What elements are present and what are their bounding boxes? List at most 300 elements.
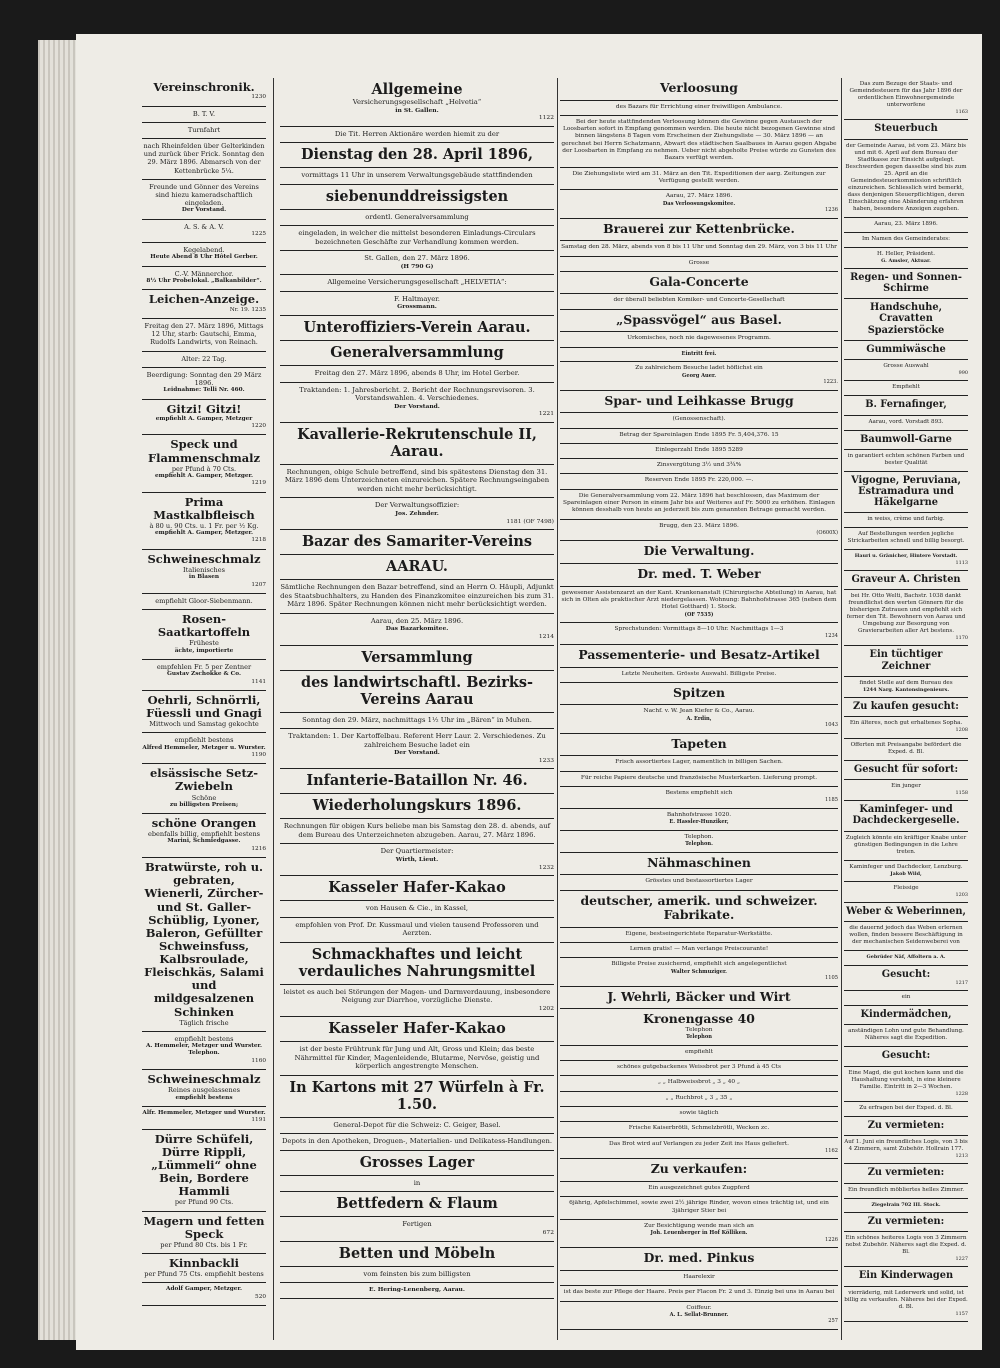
ad-signature: Eintritt frei. <box>681 350 717 357</box>
ad-block <box>280 713 554 730</box>
ad-block <box>142 493 266 550</box>
ad-block <box>560 958 838 986</box>
ad-text: Bei der heute stattfindenden Verloosung können die Gewinne gegen Austausch der Loosbarten sofort in Empfang genommen werden. Die heute nicht bezogenen Gewinne sind binnen längstens 8 Tagen vom Erscheinen der Ziehungsliste — 30. März 1896 — an gerechnet bei Herrn Schatzmann, Abwart des städtischen Saalbaues in Aarau gegen Abgabe der Loosbarten in Empfang zu nehmen. Ueber nicht abgeholte Preise würde zu Gunsten des Bazars verfügt werden. <box>561 118 837 162</box>
ad-text: empfiehlt bestens <box>174 736 234 745</box>
ad-signature: Das Verloosungskomitee. <box>662 200 736 207</box>
ad-text: in garantiert echten schönen Farben und bester Qualität <box>847 452 965 466</box>
ad-block <box>280 168 554 185</box>
ad-heading: Schmackhaftes und leicht verdauliches Nahrungsmittel <box>298 945 536 980</box>
ad-text: Coiffeur. <box>686 1304 712 1311</box>
ad-block <box>560 564 838 587</box>
ad-block <box>142 1212 266 1254</box>
ad-text: ordentl. Generalversammlung <box>365 212 469 221</box>
ad-signature: Alfr. Hemmeler, Metzger und Wurster. <box>142 1109 266 1116</box>
ad-number: 1185 <box>824 797 838 804</box>
ad-block <box>560 116 838 168</box>
ad-heading: Kavallerie-Rekrutenschule II, Aarau. <box>297 425 537 460</box>
ad-signature: Walter Schmuziger. <box>671 968 727 975</box>
ad-signature: Der Vorstand. <box>181 207 227 214</box>
ad-block <box>280 316 554 341</box>
ad-signature: Georg Auer. <box>682 372 716 379</box>
ad-block <box>844 966 968 992</box>
ad-block <box>142 319 266 352</box>
ad-signature: Hauri u. Gränicher, Hintere Vorstadt. <box>854 553 958 560</box>
ad-heading: Speck und Flammenschmalz <box>147 437 261 465</box>
ad-heading: Baumwoll-Garne <box>860 433 952 445</box>
ad-heading: Dürre Schüfeli, Dürre Rippli, „Lümmeli“ ohne Bein, Bordere Hammli <box>151 1131 257 1199</box>
ad-block <box>280 1017 554 1042</box>
ad-heading: Bazar des Samariter-Vereins <box>301 533 533 551</box>
ad-block <box>142 610 266 660</box>
ad-heading: Passementerie- und Besatz-Artikel <box>578 646 820 662</box>
ad-text: Telephon. <box>684 833 714 840</box>
ad-block <box>280 844 554 876</box>
ad-signature: Marini, Schmiedgasse. <box>167 838 241 845</box>
ad-block <box>560 1009 838 1045</box>
ad-text: Brugg, den 23. März 1896. <box>659 522 739 529</box>
ad-block <box>560 1286 838 1301</box>
ad-text: Bestens empfiehlt sich <box>665 790 733 797</box>
ad-block <box>560 1122 838 1137</box>
ad-heading: Bettfedern & Flaum <box>336 1195 498 1213</box>
ad-text: vormittags 11 Uhr in unserem Verwaltungsgebäude stattfindenden <box>301 171 533 180</box>
ad-block <box>280 185 554 210</box>
ad-block <box>560 987 838 1010</box>
ad-heading: Nähmaschinen <box>647 854 751 870</box>
ad-text: Letzte Neuheiten. Grösste Auswahl. Billigste Preise. <box>621 670 777 677</box>
ad-block <box>844 513 968 528</box>
ad-block <box>560 875 838 890</box>
ad-heading: Schweineschmalz <box>147 1072 261 1087</box>
ad-block <box>560 490 838 520</box>
ad-heading: Gala-Concerte <box>649 273 749 289</box>
ad-block <box>280 341 554 366</box>
ad-text: C.-V. Männerchor. <box>174 269 234 278</box>
ad-heading: Dr. med. T. Weber <box>637 566 761 582</box>
ad-block <box>280 729 554 769</box>
ad-block <box>560 928 838 943</box>
ad-block <box>560 683 838 706</box>
ad-block <box>280 226 554 251</box>
ad-text: in weiss, crème und farbig. <box>867 516 945 523</box>
ad-block <box>560 1107 838 1122</box>
ad-signature: in St. Gallen. <box>395 106 439 114</box>
ad-number: 1225 <box>251 230 266 237</box>
ad-block <box>560 891 838 928</box>
ad-text: A. S. & A. V. <box>184 222 224 231</box>
ad-text: Ein ausgezeichnet gutes Zugpferd <box>648 1185 750 1192</box>
ad-number: 1217 <box>955 979 968 986</box>
ad-heading: Gesucht: <box>881 968 931 980</box>
ad-signature: Heute Abend 8 Uhr Hôtel Gerber. <box>150 254 258 261</box>
ad-block <box>560 1220 838 1248</box>
ad-text: Das Brot wird auf Verlangen zu jeder Zeit ins Haus geliefert. <box>609 1140 789 1147</box>
ad-text: schönes gutgebackenes Weissbrot per 3 Pfund à 45 Cts <box>616 1064 782 1071</box>
ad-text: Reines ausgelassenes <box>167 1086 241 1095</box>
ad-signature: empfiehlt bestens <box>175 1094 233 1101</box>
ad-number: 1230 <box>251 94 266 101</box>
ad-block <box>560 459 838 474</box>
ad-heading: Zu vermieten: <box>867 1119 945 1131</box>
ad-text: Im Namen des Gemeinderates: <box>861 235 951 242</box>
ad-heading: Kasseler Hafer-Kakao <box>328 1020 506 1038</box>
ad-heading: Bratwürste, roh u. gebraten, Wienerli, Zürcher- und St. Galler-Schüblig, Lyoner, Baleron, Gefüllter Schweinsfuss, Kalbsroulade, Fleischkäs, Salami und mildgesalzenen Schinken <box>144 860 264 1019</box>
ad-number: 1218 <box>251 537 266 544</box>
ad-block <box>280 1192 554 1217</box>
ad-signature: Der Vorstand. <box>394 402 440 410</box>
ad-text: des Bazars für Errichtung einer freiwilligen Ambulance. <box>615 103 783 110</box>
ad-text: Alter: 22 Tag. <box>181 354 227 363</box>
ad-block <box>280 819 554 844</box>
ad-block <box>280 646 554 671</box>
ad-text: Rechnungen, obige Schule betreffend, sind bis spätestens Dienstag den 31. März 1896 dem Unterzeichneten einzureichen. Spätere Rechnungseingaben werden nicht mehr berücksichtigt. <box>284 467 550 493</box>
ad-block <box>560 756 838 771</box>
ad-text: Telephon <box>685 1026 713 1033</box>
column-rule <box>841 78 842 1340</box>
ad-block <box>280 555 554 580</box>
ad-text: in <box>413 1178 421 1187</box>
ad-heading: AARAU. <box>386 558 448 576</box>
ad-text: gewesener Assistenzarzt an der Kant. Krankenanstalt (Chirurgische Abteilung) in Aarau, hat sich in Olten als praktischer Arzt niedergelassen. Wohnung: Bahnhofstrasse 365 (neben dem Hotel Gotthard) 1. Stock. <box>561 589 837 611</box>
ad-number: 1214 <box>538 632 554 640</box>
ad-heading: Wiederholungskurs 1896. <box>312 797 522 815</box>
ad-heading: J. Wehrli, Bäcker und Wirt <box>607 988 791 1004</box>
ad-block <box>844 360 968 381</box>
ad-heading: Generalversammlung <box>330 344 504 362</box>
ad-heading: Vigogne, Peruviana, Estramadura und Häkelgarne <box>851 474 961 509</box>
ad-block <box>844 780 968 801</box>
ad-block <box>280 423 554 465</box>
ad-signature: (OF 7535) <box>684 611 714 618</box>
ad-text: Zugleich könnte ein kräftiger Knabe unter günstigen Bedingungen in die Lehre treten. <box>845 834 967 855</box>
ad-text: empfiehlt bestens <box>174 1034 234 1043</box>
ad-text: Traktanden: 1. Jahresbericht. 2. Bericht der Rechnungsrevisoren. 3. Vorstandswahlen. 4. Verschiedenes. <box>299 385 535 403</box>
ad-text: von Hausen & Cie., in Kassel, <box>365 904 469 913</box>
ad-block <box>844 1199 968 1213</box>
ad-number: 1113 <box>955 559 968 566</box>
ad-text: Bahnhofstrasse 1020. <box>666 811 732 818</box>
ad-block <box>560 787 838 809</box>
ad-block <box>560 391 838 414</box>
ad-text: Ein schönes heiteres Logis von 3 Zimmern nebst Zubehör. Näheres sagt die Exped. d. Bl. <box>845 1235 967 1256</box>
ad-block <box>142 1107 266 1130</box>
ad-heading: Kronengasse 40 <box>643 1011 755 1027</box>
ad-text: Aarau, vord. Vorstadt 893. <box>868 418 944 425</box>
ad-text: Schöne <box>191 793 217 802</box>
ad-number: 1228 <box>955 1090 968 1097</box>
ad-text: nach Rheinfelden über Gelterkinden und zurück über Frick. Sonntag den 29. März 1896. Abmarsch von der Kettenbrücke 5¼. <box>143 141 265 175</box>
ad-block <box>142 1070 266 1107</box>
ad-heading: Oehrli, Schnörrli, Füessli und Gnagi <box>146 692 262 720</box>
ad-block <box>560 219 838 242</box>
ad-heading: Rosen-Saatkartoffeln <box>157 612 251 640</box>
ad-heading: Gesucht: <box>881 1050 931 1062</box>
ad-heading: Kaminfeger- und Dachdeckergeselle. <box>852 804 960 827</box>
ad-block <box>844 341 968 360</box>
ad-number: 1202 <box>538 1004 554 1012</box>
ad-heading: „Spassvögel“ aus Basel. <box>616 311 782 327</box>
ad-text: Urkomisches, noch nie dagewesenes Programm. <box>627 335 771 342</box>
ad-block <box>142 858 266 1032</box>
ad-block <box>560 1138 838 1160</box>
ad-block <box>844 951 968 965</box>
ad-signature: 8½ Uhr Probelokal. „Balkanbilder“. <box>146 278 262 285</box>
ad-text: Lernen gratis! — Man verlange Preiscourante! <box>629 946 769 953</box>
ad-heading: Gitzi! Gitzi! <box>166 401 242 416</box>
ad-text: H. Heller, Präsident. <box>876 250 936 257</box>
ad-heading: In Kartons mit 27 Würfeln à Fr. 1.50. <box>289 1078 545 1113</box>
ad-number: 1216 <box>251 845 266 852</box>
ad-heading: Betten und Möbeln <box>338 1244 496 1262</box>
ad-text: Einlegerzahl Ende 1895 5289 <box>655 446 743 453</box>
ad-text: Täglich frische <box>179 1018 229 1027</box>
ad-block <box>844 590 968 646</box>
ad-block <box>280 1176 554 1193</box>
ad-block <box>844 646 968 676</box>
ad-block <box>560 809 838 831</box>
ad-block <box>280 210 554 227</box>
ad-text: Freitag den 27. März 1896, abends 8 Uhr, im Hotel Gerber. <box>314 369 520 378</box>
ad-text: Eine Magd, die gut kochen kann und die Haushaltung versteht, in eine kleinere Familie. Eintritt in 2—3 Wochen. <box>848 1069 964 1090</box>
ad-text: Sprechstunden: Vormittags 8—10 Uhr. Nachmittags 1—3 <box>614 626 784 633</box>
ad-block <box>560 668 838 683</box>
ad-signature: in Blasen <box>188 574 220 581</box>
ad-number: 1226 <box>824 1236 838 1243</box>
ad-heading: Die Verwaltung. <box>643 543 755 559</box>
ad-number: 1221 <box>538 410 554 418</box>
ad-text: Die Tit. Herren Aktionäre werden hiemit zu der <box>334 129 500 138</box>
ad-text: Reserven Ende 1895 Fr. 220,000. —. <box>644 477 754 484</box>
ad-number: 1191 <box>251 1117 266 1124</box>
ad-number: 1234 <box>824 633 838 640</box>
ad-text: per Pfund 80 Cts. bis 1 Fr. <box>160 1240 248 1249</box>
ad-block <box>142 550 266 594</box>
ad-block <box>560 168 838 191</box>
ad-text: Auf 1. Juni ein freundliches Logis, von 3 bis 4 Zimmern, samt Zubehör. Hollrain 177. <box>844 1139 968 1153</box>
ad-block <box>280 498 554 530</box>
ad-number: 1220 <box>251 423 266 430</box>
ad-text: Das zum Bezuge der Staats- und Gemeindesteuern für das Jahr 1896 der ordentlichen Einwohnergemeinde unterworfene <box>849 81 963 108</box>
ad-heading: Verloosung <box>660 80 738 95</box>
ad-block <box>844 550 968 571</box>
ad-block <box>844 1067 968 1102</box>
ad-block <box>280 530 554 555</box>
ad-block <box>844 450 968 472</box>
ad-number: 1043 <box>824 722 838 729</box>
ad-heading: schöne Orangen <box>151 816 257 831</box>
ad-block <box>844 1213 968 1232</box>
ad-text: Betrag der Spareinlagen Ende 1895 Fr. 5,404,376. 15 <box>619 431 779 438</box>
ad-text: empfohlen von Prof. Dr. Kussmaul und vielen tausend Professoren und Aerzten. <box>295 920 539 938</box>
ad-text: Für reiche Papiere deutsche und französische Musterkarten. Lieferung prompt. <box>580 774 818 781</box>
stacked-page-edges <box>38 40 78 1340</box>
ad-signature: Telephon <box>685 1034 713 1041</box>
ad-block <box>844 832 968 861</box>
ad-signature: E. Hassler-Hunziker, <box>669 819 729 826</box>
ad-text: sowie täglich <box>679 1109 719 1116</box>
ad-block <box>560 943 838 958</box>
ad-text: Haarelexir <box>683 1273 715 1280</box>
ad-heading: deutscher, amerik. und schweizer. Fabrikate. <box>580 892 818 923</box>
ad-heading: Unteroffiziers-Verein Aarau. <box>303 319 531 337</box>
ad-block <box>560 1197 838 1220</box>
ad-heading: Magern und fetten Speck <box>143 1213 265 1241</box>
ad-block <box>560 734 838 757</box>
ad-block <box>560 1046 838 1061</box>
ad-block <box>844 1025 968 1047</box>
ad-signature: ächte, importierte <box>174 647 234 654</box>
ad-block <box>280 614 554 646</box>
ad-block <box>560 101 838 116</box>
ad-text: Auf Bestellungen werden jegliche Strickarbeiten schnell und billig besorgt. <box>847 531 965 545</box>
ad-signature: 1244 Narg. Kantonsingenieurs. <box>862 686 950 693</box>
ad-text: Der Quartiermeister: <box>380 847 454 856</box>
ad-number: 1236 <box>824 207 838 214</box>
ad-block <box>844 861 968 882</box>
ad-block <box>142 660 266 691</box>
ad-heading: Handschuhe, Cravatten Spazierstöcke <box>867 302 945 336</box>
ad-block <box>844 218 968 233</box>
ad-signature: Jakob Wild, <box>890 870 922 877</box>
ad-block <box>280 1118 554 1135</box>
ad-signature: empfiehlt A. Gamper, Metzger. <box>155 472 253 479</box>
ad-text: „ „ Ruchbrot „ 3 „ 35 „ <box>665 1094 733 1101</box>
ad-block <box>844 991 968 1006</box>
ad-text: Frisch assortiertes Lager, namentlich in billigen Sachen. <box>615 759 783 766</box>
ad-text: Eigene, bestseingerichtete Reparatur-Werkstätte. <box>625 930 773 937</box>
ad-block <box>280 901 554 918</box>
ad-block <box>560 1092 838 1107</box>
ad-text: Zinsvergütung 3½ und 3¾% <box>656 462 742 469</box>
ad-text: Frühestе <box>189 639 219 648</box>
ad-block <box>142 180 266 220</box>
ad-block <box>844 882 968 903</box>
ad-text: Frische Kaiserbrötli, Schmelzbrötli, Wecken zc. <box>628 1125 770 1132</box>
ad-number: 1122 <box>538 114 554 122</box>
ad-text: die dauernd jedoch das Weben erlernen wollen, finden bessere Beschäftigung in der mechanischen Seidenweberei von <box>849 925 963 946</box>
ad-text: Nachf. v. W. Jean Kiefer & Co., Aarau. <box>643 708 755 715</box>
ad-block <box>142 1130 266 1212</box>
ad-text: Kegelabend. <box>183 246 225 255</box>
ad-block <box>560 429 838 444</box>
column-4 <box>844 78 968 1322</box>
ad-block <box>142 368 266 400</box>
ad-block <box>142 290 266 319</box>
ad-text: Traktanden: 1. Der Kartoffelbau. Referent Herr Laur. 2. Verschiedenes. Zu zahlreichem Besuche ladet ein <box>288 732 546 749</box>
ad-block <box>280 918 554 943</box>
ad-text: (Genossenschaft). <box>672 416 726 423</box>
ad-block <box>844 761 968 780</box>
ad-signature: E. Hering-Lenenberg, Aarau. <box>369 1286 465 1293</box>
ad-block <box>560 310 838 333</box>
column-rule <box>557 78 558 1340</box>
ad-text: ist der beste Frühtrunk für Jung und Alt, Gross und Klein; das beste Nährmittel für Kinder, Magenleidende, Blutarme, Nervöse, geistig und körperlich angestrengte Menschen. <box>294 1045 540 1071</box>
ad-text: Freitag den 27. März 1896, Mittags 12 Uhr, starb: Gautschi, Emma, Rudolfs Landwirts, von Reinach. <box>144 321 264 347</box>
ad-number: 1157 <box>955 1310 968 1317</box>
ad-block <box>844 739 968 761</box>
ad-heading: Zu kaufen gesucht: <box>853 701 959 713</box>
ad-block <box>560 831 838 853</box>
ad-block <box>844 698 968 717</box>
ad-block <box>844 1047 968 1066</box>
ad-block <box>844 120 968 139</box>
ad-signature: zu billigsten Preisen; <box>169 801 239 808</box>
ad-signature: Wirth, Lieut. <box>395 855 439 863</box>
ad-text: Depots in den Apotheken, Droguen-, Materialien- und Delikatess-Handlungen. <box>281 1137 553 1146</box>
ad-text: findet Stelle auf dem Bureau des <box>859 679 953 686</box>
ad-text: Versicherungsgesellschaft „Helvetia“ <box>352 98 482 106</box>
ad-text: Freunde und Gönner des Vereins sind hiezu kameradschaftlich eingeladen. <box>149 182 259 208</box>
ad-heading: Vereinschronik. <box>153 80 255 94</box>
ad-heading: Tapeten <box>671 735 727 751</box>
ad-text: Beerdigung: Sonntag den 29 März 1896. <box>146 370 262 387</box>
ad-text: Fleissige <box>893 884 919 891</box>
ad-signature: A. L. Sellat-Brunner. <box>669 1311 729 1318</box>
ad-heading: Dienstag den 28. April 1896, <box>300 146 533 164</box>
ad-number: 1162 <box>824 1147 838 1154</box>
ad-number: 1227 <box>955 1256 968 1263</box>
ad-number: 1190 <box>251 751 266 758</box>
ad-block <box>560 1248 838 1271</box>
ad-heading: Grosses Lager <box>359 1153 475 1171</box>
ad-heading: Gesucht für sofort: <box>853 763 959 775</box>
ad-block <box>844 1232 968 1267</box>
ad-heading: Leichen-Anzeige. <box>148 292 260 307</box>
ad-heading: Regen- und Sonnen-Schirme <box>850 271 962 294</box>
ad-text: anständigen Lohn und gute Behandlung. Näheres sagt die Expedition. <box>848 1028 964 1042</box>
ad-block <box>280 251 554 275</box>
ad-block <box>280 1151 554 1176</box>
ad-signature: Der Vorstand. <box>394 749 440 757</box>
ad-block <box>560 241 838 256</box>
ad-heading: Gummiwäsche <box>866 343 946 355</box>
column-2 <box>280 78 554 1299</box>
ad-text: Offerten mit Preisangabe befördert die Exped. d. Bl. <box>850 741 962 755</box>
ad-text: Grosse Auswahl <box>883 363 929 370</box>
ad-text: Italienisches <box>183 565 225 574</box>
ad-text: Samstag den 28. März, abends von 8 bis 11 Uhr und Sonntag den 29. März, von 3 bis 11 Uhr <box>561 244 837 251</box>
ad-text: Aarau, den 25. März 1896. <box>370 616 464 625</box>
ad-text: per Pfund 90 Cts. <box>174 1198 234 1207</box>
ad-text: B. T. V. <box>192 109 216 118</box>
ad-text: ein <box>901 994 911 1001</box>
ad-signature: Gustav Zschokke & Co. <box>167 671 241 678</box>
column-3 <box>560 78 838 1330</box>
column-1 <box>142 78 266 1306</box>
ad-block <box>142 733 266 764</box>
ad-block <box>560 294 838 309</box>
ad-text: ebenfalls billig, empfiehlt bestens <box>147 830 261 839</box>
ad-text: ist das beste zur Pflege der Haare. Preis per Flacon Fr. 2 und 3. Einzig bei uns in Aarau bei <box>563 1289 835 1296</box>
ad-text: Zur Besichtigung wende man sich an <box>644 1222 754 1229</box>
ad-block <box>280 1042 554 1076</box>
ad-text: Ein freundlich möbliertes helles Zimmer. <box>847 1186 965 1193</box>
newspaper-page <box>76 34 982 1350</box>
ad-number: 520 <box>255 1293 266 1300</box>
ad-block <box>844 1164 968 1183</box>
ad-block <box>844 431 968 450</box>
ad-block <box>560 520 838 542</box>
ad-block <box>280 769 554 794</box>
ad-heading: Weber & Weberinnen, <box>846 906 966 918</box>
ad-signature: Jos. Zehnder. <box>395 509 439 517</box>
ad-block <box>560 645 838 668</box>
ad-text: empfiehlt Gloor-Siebenmann. <box>155 596 253 605</box>
ad-block <box>142 123 266 139</box>
ad-heading: siebenunddreissigsten <box>325 187 509 205</box>
ad-block <box>142 78 266 107</box>
ad-block <box>280 366 554 383</box>
